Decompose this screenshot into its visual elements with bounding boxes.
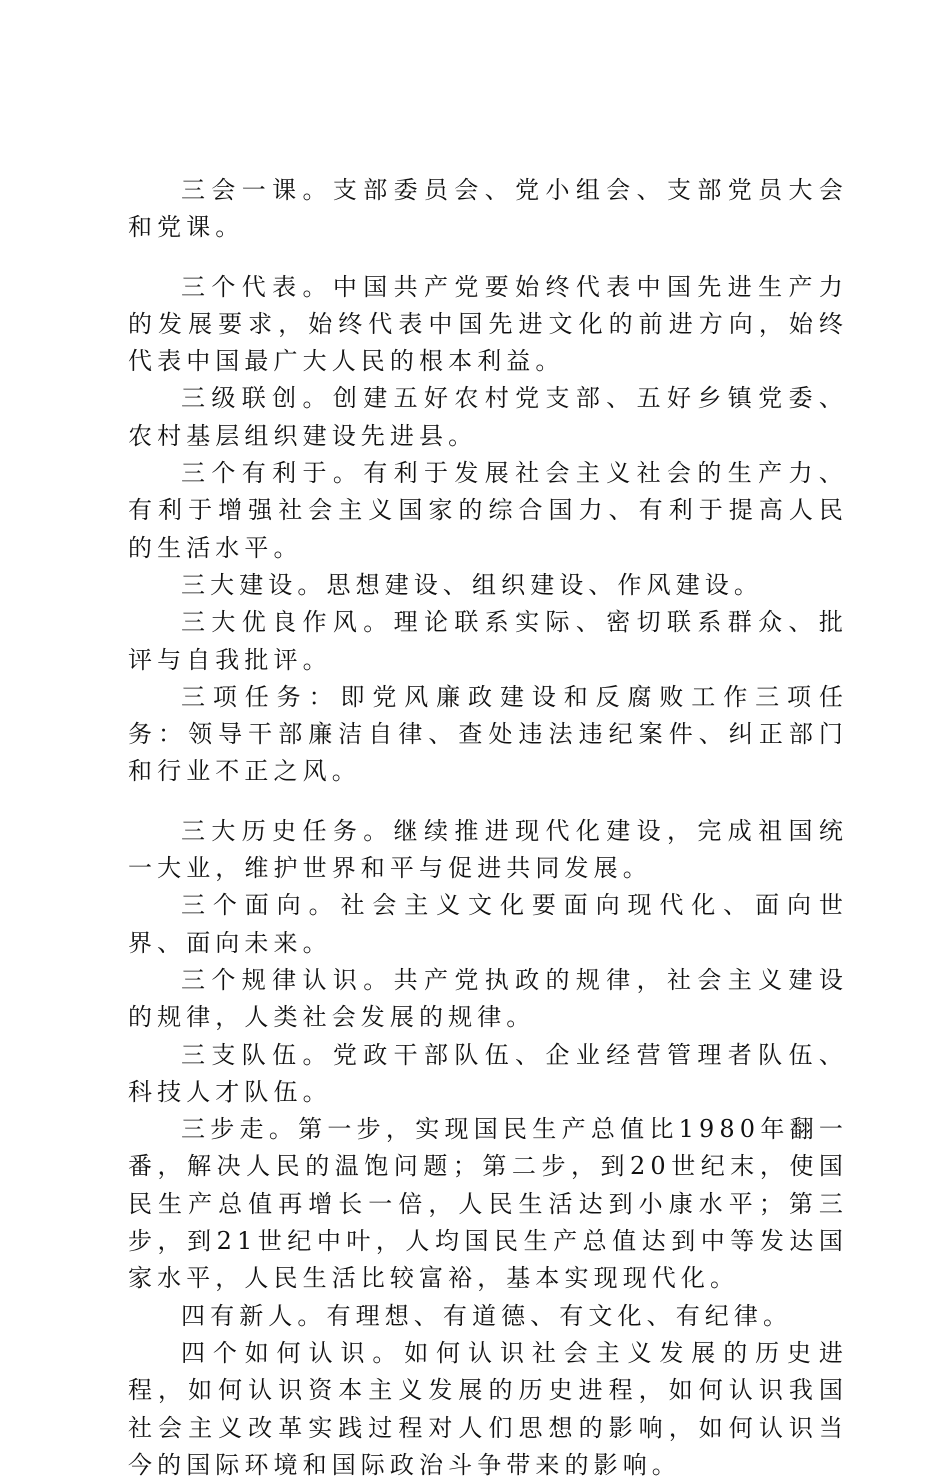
paragraph-san-hui-yi-ke: 三会一课。支部委员会、党小组会、支部党员大会和党课。: [128, 176, 848, 242]
paragraph-san-xiang-ren-wu: 三项任务：即党风廉政建设和反腐败工作三项任务：领导干部廉洁自律、查处违法违纪案件、纠正部门和行业不正之风。: [128, 682, 848, 786]
paragraph-san-ge-dai-biao: 三个代表。中国共产党要始终代表中国先进生产力的发展要求，始终代表中国先进文化的前进方向，始终代表中国最广大人民的根本利益。: [128, 272, 848, 376]
paragraph-san-ge-mian-xiang: 三个面向。社会主义文化要面向现代化、面向世界、面向未来。: [128, 891, 848, 957]
document-body: [128, 172, 848, 1484]
paragraph-san-bu-zou: 三步走。第一步，实现国民生产总值比1980年翻一番，解决人民的温饱问题；第二步，到20世纪末，使国民生产总值再增长一倍，人民生活达到小康水平；第三步，到21世纪中叶，人均国民生产总值达到中等发达国家水平，人民生活比较富裕，基本实现现代化。: [128, 1115, 848, 1293]
paragraph-san-zhi-dui-wu: 三支队伍。党政干部队伍、企业经营管理者队伍、科技人才队伍。: [128, 1040, 848, 1106]
paragraph-san-ge-gui-lv-ren-shi: 三个规律认识。共产党执政的规律，社会主义建设的规律，人类社会发展的规律。: [128, 965, 848, 1032]
paragraph-san-da-you-liang-zuo-feng: 三大优良作风。理论联系实际、密切联系群众、批评与自我批评。: [128, 608, 848, 674]
paragraph-san-da-li-shi-ren-wu: 三大历史任务。继续推进现代化建设，完成祖国统一大业，维护世界和平与促进共同发展。: [128, 816, 848, 883]
paragraph-si-you-xin-ren: 四有新人。有理想、有道德、有文化、有纪律。: [181, 1301, 793, 1330]
paragraph-san-ge-you-li-yu: 三个有利于。有利于发展社会主义社会的生产力、有利于增强社会主义国家的综合国力、有利于提高人民的生活水平。: [128, 459, 848, 562]
paragraph-san-ji-lian-chuang: 三级联创。创建五好农村党支部、五好乡镇党委、农村基层组织建设先进县。: [128, 384, 848, 450]
paragraph-si-ge-ru-he-ren-shi: 四个如何认识。如何认识社会主义发展的历史进程，如何认识资本主义发展的历史进程，如何认识我国社会主义改革实践过程对人们思想的影响，如何认识当今的国际环境和国际政治斗争带来的影响。: [128, 1338, 848, 1479]
paragraph-san-da-jian-she: 三大建设。思想建设、组织建设、作风建设。: [181, 570, 763, 599]
